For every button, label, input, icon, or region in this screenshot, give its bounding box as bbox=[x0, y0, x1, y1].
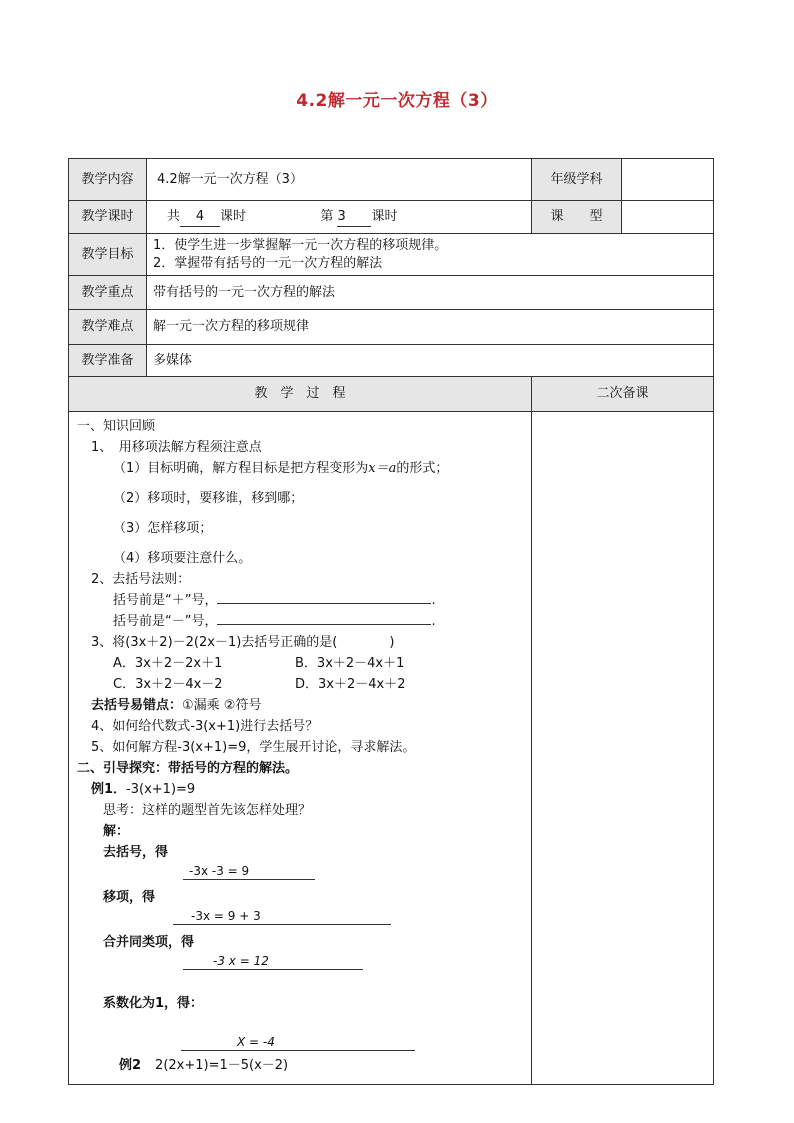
label-grade: 年级学科 bbox=[532, 159, 622, 201]
backup-content bbox=[532, 412, 714, 1085]
step-2-equation: -3x = 9 + 3 bbox=[173, 908, 391, 925]
page-title: 4.2解一元一次方程（3） bbox=[296, 91, 498, 111]
label-content: 教学内容 bbox=[69, 159, 147, 201]
review-item-1a: （1）目标明确，解方程目标是把方程变形为x＝a的形式； bbox=[113, 461, 449, 476]
review-item-2: 2、去括号法则： bbox=[91, 572, 191, 587]
value-grade bbox=[622, 159, 714, 201]
label-difficult: 教学难点 bbox=[69, 310, 147, 345]
review-item-3: 3、将(3x＋2)－2(2x－1)去括号正确的是( ) bbox=[91, 635, 395, 650]
answer-blank[interactable] bbox=[217, 611, 431, 625]
options-row-1 bbox=[77, 653, 523, 674]
step-3-label: 合并同类项，得 bbox=[103, 935, 195, 950]
process-content bbox=[69, 412, 532, 1085]
review-item-1: 1、 用移项法解方程须注意点 bbox=[91, 440, 262, 455]
value-hours: 共 4 课时 第 3 课时 bbox=[147, 201, 532, 234]
value-goal bbox=[147, 234, 714, 276]
rule-minus: 括号前是“－”号， . bbox=[77, 611, 523, 632]
review-item-1d: （4）移项要注意什么。 bbox=[113, 551, 252, 566]
row-prep bbox=[69, 345, 714, 377]
review-item-5: 5、如何解方程-3(x+1)=9，学生展开讨论，寻求解法。 bbox=[91, 740, 416, 755]
label-key: 教学重点 bbox=[69, 276, 147, 310]
value-key: 带有括号的一元一次方程的解法 bbox=[147, 276, 714, 310]
option-d: D．3x＋2－4x＋2 bbox=[295, 677, 406, 692]
review-item-4: 4、如何给代数式-3(x+1)进行去括号？ bbox=[91, 719, 319, 734]
backup-header: 二次备课 bbox=[532, 377, 714, 412]
row-difficult bbox=[69, 310, 714, 345]
row-key bbox=[69, 276, 714, 310]
row-process-body bbox=[69, 412, 714, 1085]
answer-blank[interactable] bbox=[217, 590, 431, 604]
label-hours: 教学课时 bbox=[69, 201, 147, 234]
option-a: A．3x＋2－2x＋1 bbox=[113, 656, 223, 671]
row-process-header bbox=[69, 377, 714, 412]
example-2: 例2 2(2x+1)=1－5(x－2) bbox=[119, 1058, 289, 1073]
step-1-equation: -3x -3 = 9 bbox=[183, 863, 315, 880]
label-goal: 教学目标 bbox=[69, 234, 147, 276]
option-c: C．3x＋2－4x－2 bbox=[113, 677, 223, 692]
label-prep: 教学准备 bbox=[69, 345, 147, 377]
lesson-number: 3 bbox=[337, 208, 371, 227]
step-4-label: 系数化为1，得： bbox=[103, 996, 204, 1011]
lesson-plan-table bbox=[68, 158, 714, 1085]
step-1-label: 去括号，得 bbox=[103, 845, 169, 860]
step-2-label: 移项，得 bbox=[103, 890, 156, 905]
goal-item: 1．使学生进一步掌握解一元一次方程的移项规律。 bbox=[153, 237, 448, 253]
label-type: 课 型 bbox=[532, 201, 622, 234]
value-difficult: 解一元一次方程的移项规律 bbox=[147, 310, 714, 345]
section-review: 一、知识回顾 bbox=[77, 419, 156, 434]
value-content: 4.2解一元一次方程（3） bbox=[147, 159, 532, 201]
row-hours bbox=[69, 201, 714, 234]
value-prep: 多媒体 bbox=[147, 345, 714, 377]
think-prompt: 思考：这样的题型首先该怎样处理？ bbox=[103, 803, 312, 818]
review-item-1b: （2）移项时，要移谁，移到哪； bbox=[113, 491, 304, 506]
section-explore: 二、引导探究：带括号的方程的解法。 bbox=[77, 761, 299, 776]
step-4-equation: X = -4 bbox=[181, 1034, 415, 1051]
error-points: 去括号易错点：①漏乘 ②符号 bbox=[91, 698, 262, 713]
solution-label: 解： bbox=[103, 824, 130, 839]
rule-plus: 括号前是“＋”号， . bbox=[77, 590, 523, 611]
options-row-2 bbox=[77, 674, 523, 695]
option-b: B．3x＋2－4x＋1 bbox=[295, 656, 405, 671]
example-1: 例1．-3(x+1)=9 bbox=[91, 782, 196, 797]
process-header: 教 学 过 程 bbox=[69, 377, 532, 412]
row-content bbox=[69, 159, 714, 201]
total-hours: 4 bbox=[180, 208, 220, 227]
row-goal bbox=[69, 234, 714, 276]
goal-item: 2．掌握带有括号的一元一次方程的解法 bbox=[153, 255, 383, 271]
review-item-1c: （3）怎样移项； bbox=[113, 521, 213, 536]
value-type bbox=[622, 201, 714, 234]
step-3-equation: -3 x = 12 bbox=[183, 953, 363, 970]
